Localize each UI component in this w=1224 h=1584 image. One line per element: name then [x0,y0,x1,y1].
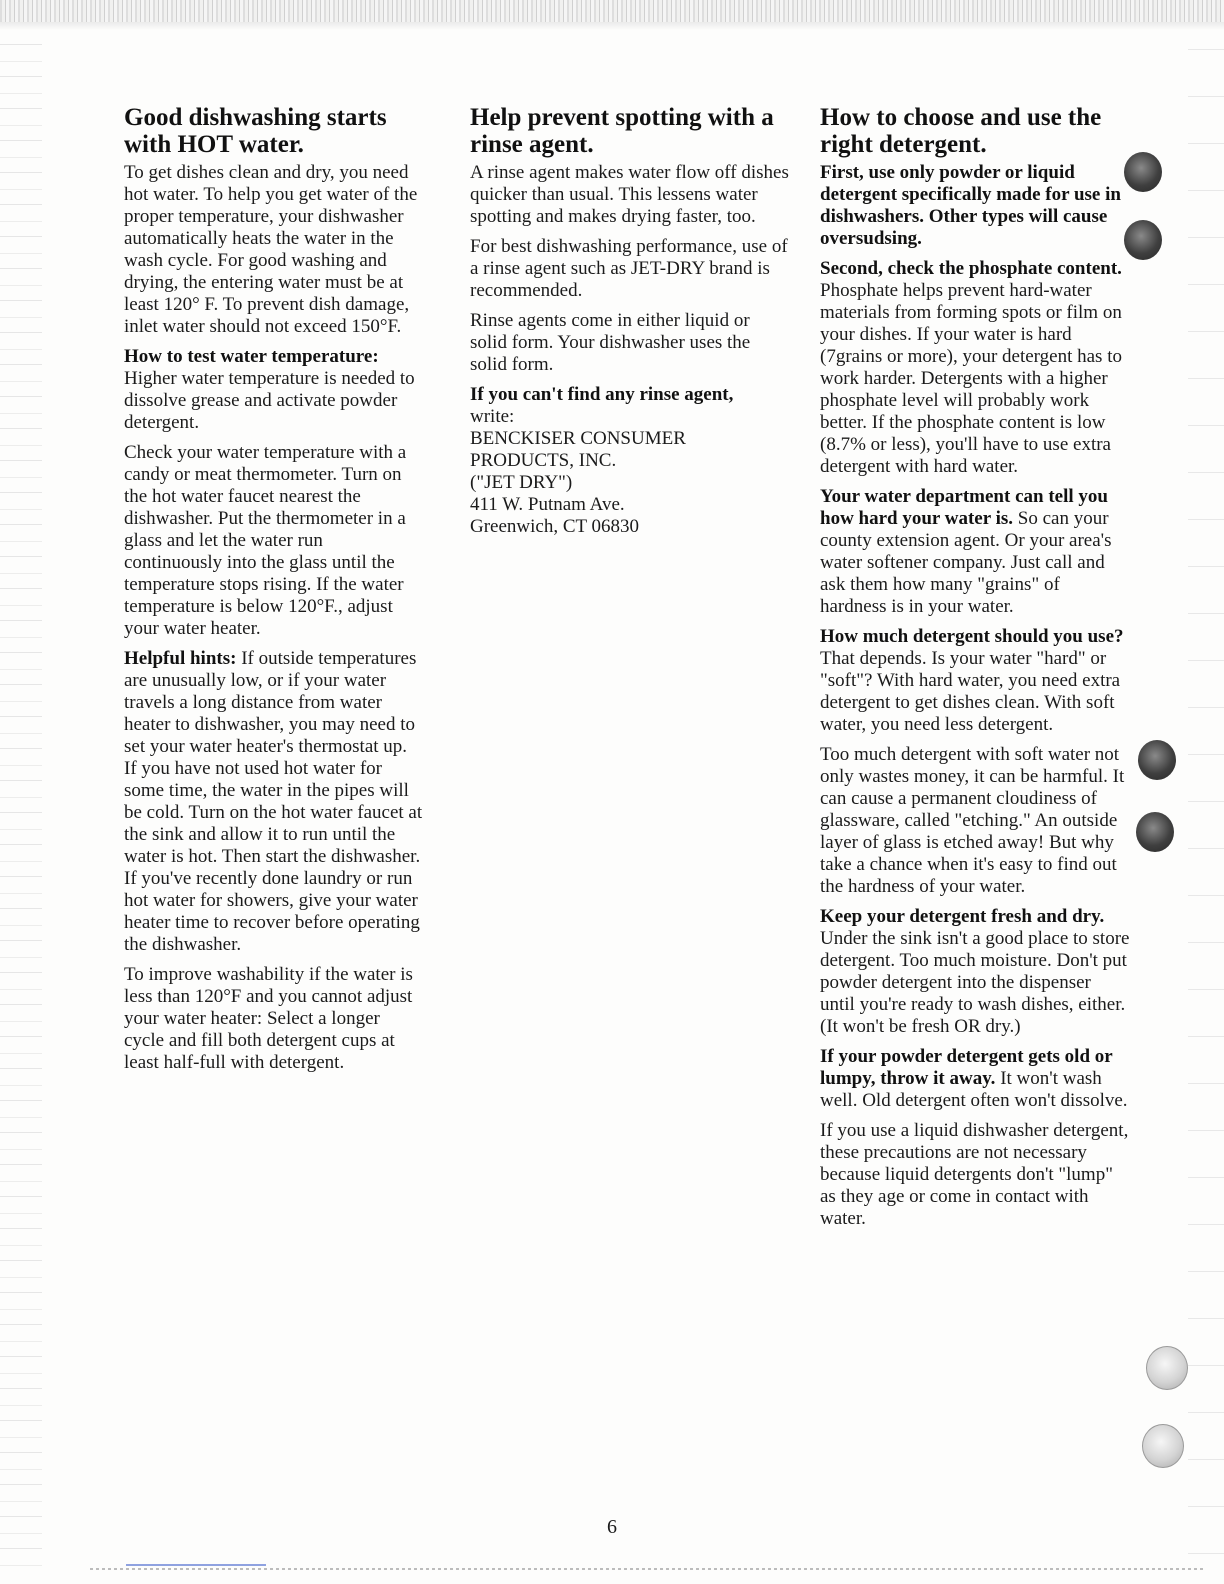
scan-edge-top [0,0,1224,30]
paragraph-how-much [820,626,1130,736]
lead-first-powder: First, use only powder or liquid detergent specifically made for use in dishwashers. Other types will cause oversudsing. [820,162,1121,249]
paragraph-liquid-detergent: If you use a liquid dishwasher detergent, these precautions are not necessary because liquid detergents don't "lump" as they age or come in contact with water. [820,1120,1129,1229]
column-rinse-agent [470,104,790,538]
paragraph-old-lumpy [820,1046,1130,1112]
paragraph-phosphate [820,258,1130,478]
text-old-lumpy: It won't wash well. Old detergent often won't dissolve. [820,1068,1128,1111]
punch-hole-icon [1124,220,1162,260]
paragraph-jet-dry: For best dishwashing performance, use of a rinse agent such as JET-DRY brand is recommended. [470,236,788,301]
punch-hole-icon [1138,740,1176,780]
lead-how-much: How much detergent should you use? [820,626,1124,647]
scan-edge-left [0,30,42,1570]
text-how-much: That depends. Is your water "hard" or "soft"? With hard water, you need extra detergent to get dishes clean. With soft water, you need less detergent. [820,648,1121,735]
punch-hole-icon [1142,1424,1184,1468]
lead-cant-find: If you can't find any rinse agent, [470,384,734,405]
paragraph-hot-water-intro: To get dishes clean and dry, you need hot water. To help you get water of the proper temperature, your dishwasher automatically heats the water in the wash cycle. For good washing and drying, the entering water must be at least 120° F. To prevent dish damage, inlet water should not exceed 150°F. [124,162,418,337]
heading-hot-water: Good dishwashing starts with HOT water. [124,104,387,158]
text-water-department: So can your county extension agent. Or your area's water softener company. Just call and ask them how many "grains" of hardness is in your water. [820,508,1112,617]
heading-rinse-agent: Help prevent spotting with a rinse agent. [470,104,774,158]
address-line: BENCKISER CONSUMER [470,428,686,449]
text-phosphate: Phosphate helps prevent hard-water materials from forming spots or film on your dishes. If your water is hard (7grains or more), your detergent has to work harder. Detergents with a higher phosphate level will probably work better. If the phosphate content is low (8.7% or less), you'll have to use extra detergent with hard water. [820,280,1122,477]
text-fresh-dry: Under the sink isn't a good place to store detergent. Too much moisture. Don't put powder detergent into the dispenser until you're ready to wash dishes, either. (It won't be fresh OR dry.) [820,928,1130,1037]
address-line: 411 W. Putnam Ave. [470,494,625,515]
text-cant-find: write: [470,406,515,427]
lead-helpful-hints: Helpful hints: [124,648,237,669]
text-test-temperature: Higher water temperature is needed to dissolve grease and activate powder detergent. [124,368,415,433]
paragraph-rinse-intro: A rinse agent makes water flow off dishes quicker than usual. This lessens water spotting and makes drying faster, too. [470,162,789,227]
paragraph-helpful-hints [124,648,424,956]
paragraph-test-temperature [124,346,424,434]
lead-test-temperature: How to test water temperature: [124,346,379,367]
heading-detergent: How to choose and use the right detergent. [820,104,1102,158]
lead-water-department: Your water department can tell you how hard your water is. [820,486,1108,529]
paragraph-first-powder [820,162,1130,250]
address-line: ("JET DRY") [470,472,573,493]
page-number: 6 [607,1516,617,1538]
scan-edge-bottom [90,1568,1204,1570]
paragraph-rinse-forms: Rinse agents come in either liquid or solid form. Your dishwasher uses the solid form. [470,310,751,375]
column-detergent [820,104,1130,1238]
scan-mark-blue [126,1564,266,1566]
paragraph-water-department [820,486,1130,618]
mailing-address [470,428,790,538]
paragraph-improve-washability: To improve washability if the water is less than 120°F and you cannot adjust your water heater: Select a longer cycle and fill both detergent cups at least half-full with detergent. [124,964,413,1073]
column-hot-water [124,104,424,1082]
text-helpful-hints: If outside temperatures are unusually low, or if your water travels a long distance from water heater to dishwasher, you may need to set your water heater's thermostat up. If you have not used hot water for some time, the water in the pipes will be cold. Turn on the hot water faucet at the sink and allow it to run until the water is hot. Then start the dishwasher. If you've recently done laundry or run hot water for showers, give your water heater time to recover before operating the dishwasher. [124,648,423,955]
paragraph-fresh-dry [820,906,1130,1038]
paragraph-check-thermometer: Check your water temperature with a candy or meat thermometer. Turn on the hot water faucet nearest the dishwasher. Put the thermometer in a glass and let the water run continuously into the glass until the temperature stops rising. If the water temperature is below 120°F., adjust your water heater. [124,442,407,639]
scan-edge-right [1188,30,1224,1570]
address-line: Greenwich, CT 06830 [470,516,640,537]
punch-hole-icon [1136,812,1174,852]
lead-phosphate: Second, check the phosphate content. [820,258,1122,279]
lead-fresh-dry: Keep your detergent fresh and dry. [820,906,1105,927]
address-line: PRODUCTS, INC. [470,450,617,471]
paragraph-too-much: Too much detergent with soft water not only wastes money, it can be harmful. It can cause a permanent cloudiness of glassware, called "etching." An outside layer of glass is etched away! But why take a chance when it's easy to find out the hardness of your water. [820,744,1125,897]
lead-old-lumpy: If your powder detergent gets old or lumpy, throw it away. [820,1046,1113,1089]
punch-hole-icon [1124,152,1162,192]
punch-hole-icon [1146,1346,1188,1390]
paragraph-cant-find [470,384,790,428]
